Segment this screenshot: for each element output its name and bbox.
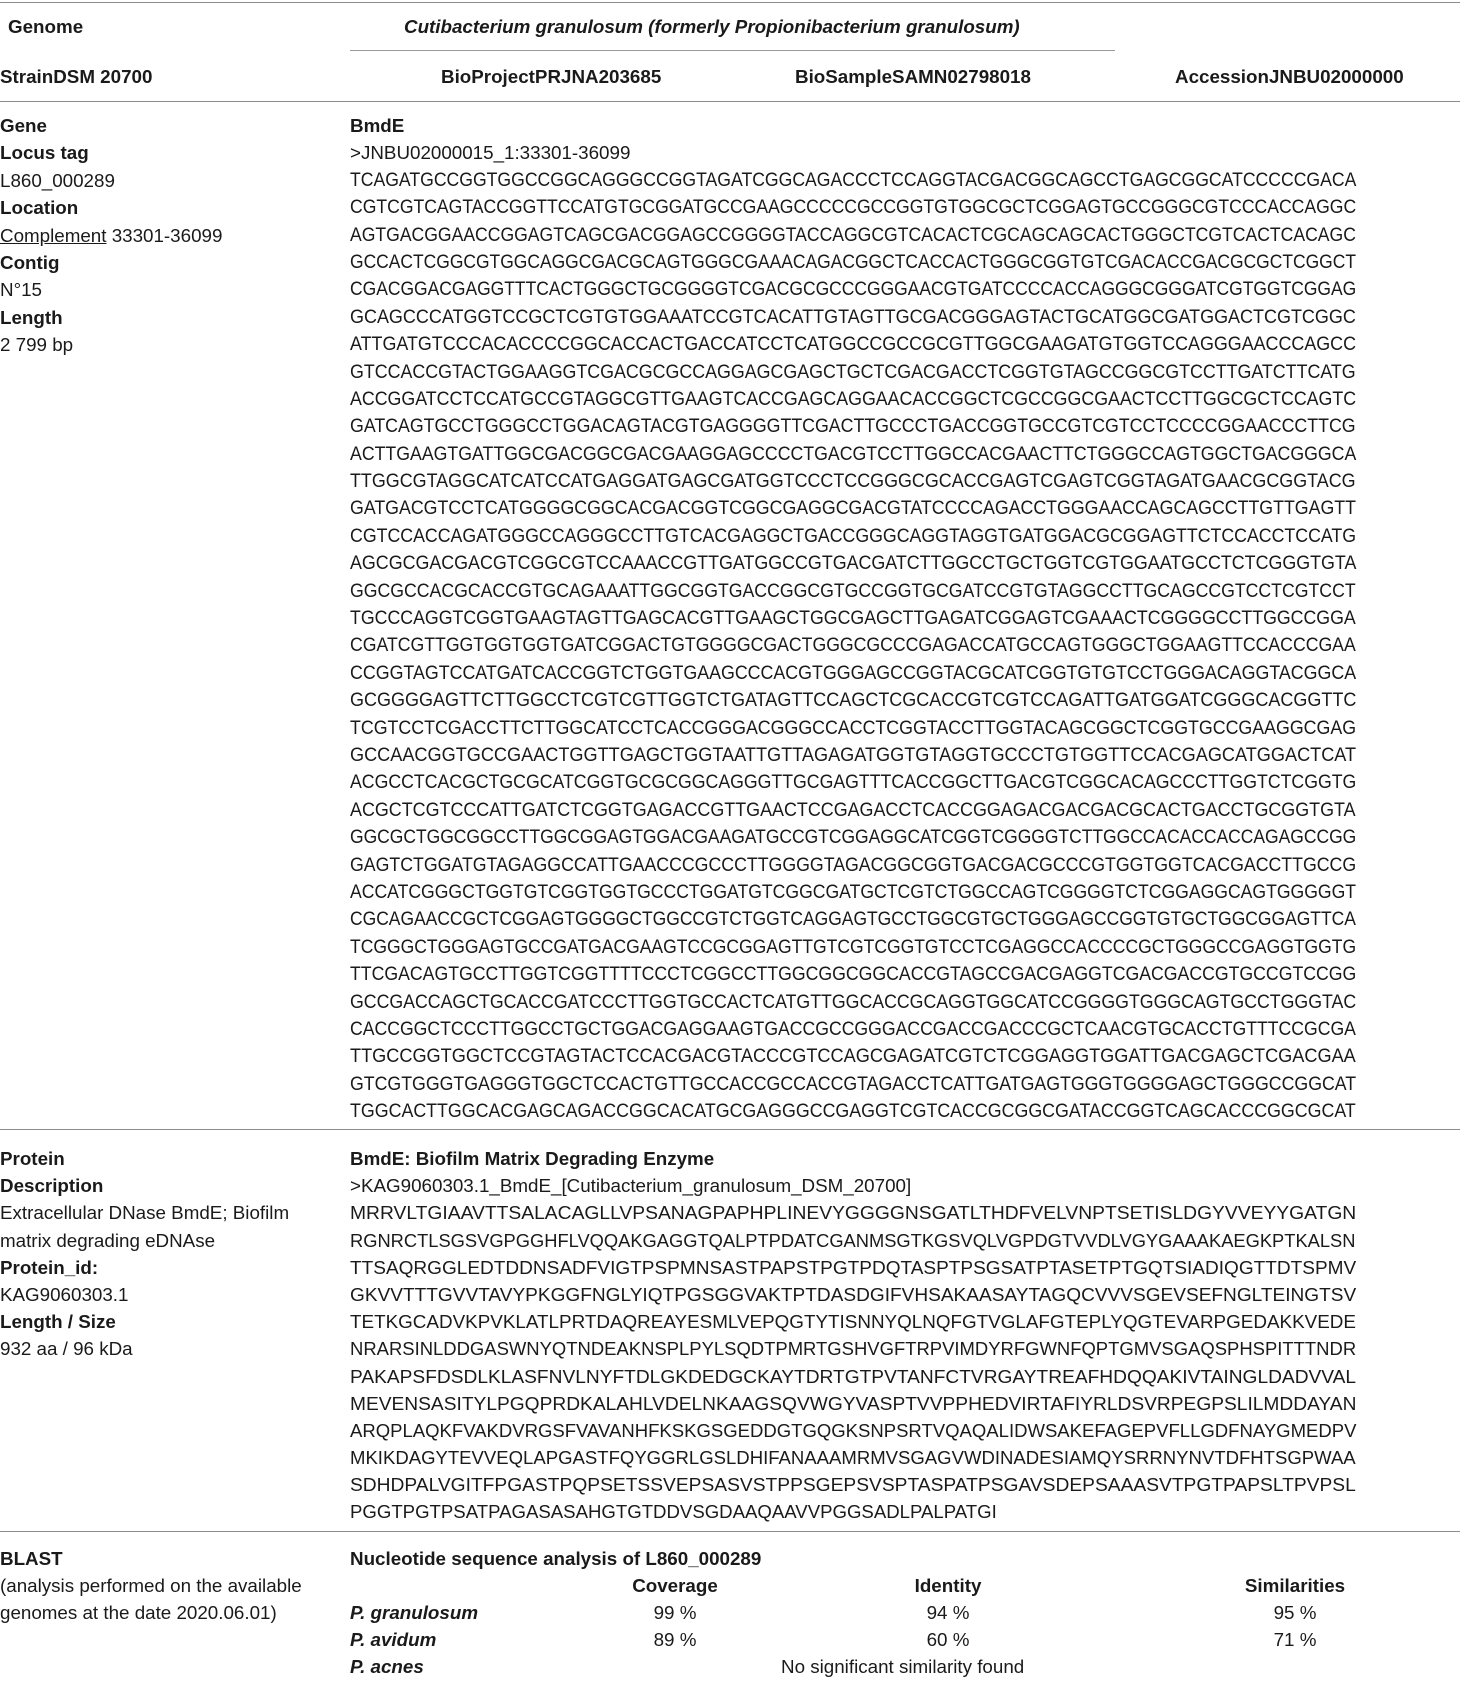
gene-name: BmdE — [350, 115, 405, 136]
dna-sequence-line: GGCGCTGGCGGCCTTGGCGGAGTGGACGAAGATGCCGTCGGAGGCATCGGTCGGGGTCTTGGCCACACCACCAGAGCCGG — [350, 826, 1357, 849]
length-size-value: 932 aa / 96 kDa — [0, 1338, 133, 1360]
dna-sequence-line: TGCCCAGGTCGGTGAAGTAGTTGAGCACGTTGAAGCTGGCGAGCTTGAGATCGGAGTCGAAACTCGGGGCCTTGGCCGGA — [350, 607, 1356, 630]
blast-title: Nucleotide sequence analysis of L860_000289 — [350, 1548, 762, 1569]
dna-sequence-line: ATTGATGTCCCACACCCCGGCACCACTGACCATCCTCATGGCCGCCGCGTTGGCGAAGATGTGGTCCAGGGAACCCAGCC — [350, 333, 1357, 356]
dna-sequence-line: GCCGACCAGCTGCACCGATCCCTTGGTGCCACTCATGTTGGCACCGCAGGTGGCATCCGGGGTGGGCAGTGCCTGGGTAC — [350, 990, 1357, 1013]
protein-sequence-line: MEVENSASITYLPGQPRDKALAHLVDELNKAAGSQVWGYVASPTVVPPHEDVIRTAFIYRLDSVRPEGPSLILMDDAYAN — [350, 1392, 1357, 1414]
gene-sequence-block — [350, 112, 1460, 1125]
dna-sequence-line: ACCATCGGGCTGGTGTCGGTGGTGCCCTGGATGTCGGCGATGCTCGTCTGGCCAGTCGGGGTCTCGGAGGCAGTGGGGGT — [350, 880, 1357, 903]
protein-sequence-line: ARQPLAQKFVAKDVRGSFVAVANHFKSKGSGEDDGTGQGKSNPSRTVQAQALIDWSAKEFAGEPVFLLGDFNAYGMEDPV — [350, 1419, 1357, 1441]
row-organism: P. granulosum — [350, 1602, 479, 1623]
col-coverage: Coverage — [632, 1575, 718, 1596]
bioproject: BioProjectPRJNA203685 — [441, 66, 662, 87]
dna-sequence-line: CGACGGACGAGGTTTCACTGGGCTGCGGGGTCGACGCGCCCGGGAACGTGATCCCCACCAGGGCGGGATCGTGGTCGGAG — [350, 278, 1357, 301]
col-similarities: Similarities — [1244, 1575, 1346, 1596]
dna-sequence-line: GCCAACGGTGCCGAACTGGTTGAGCTGGTAATTGTTAGAGATGGTGTAGGTGCCCTGTGGTTCCACGAGCATGGACTCAT — [350, 743, 1357, 766]
dna-sequence-line: GATGACGTCCTCATGGGGCGGCACGACGGTCGGCGAGGCGACGTATCCCCAGACCTGGGAACCAGCAGCCTTGTTGAGTT — [350, 497, 1356, 520]
dna-sequence-line: TCGGGCTGGGAGTGCCGATGACGAAGTCCGCGGAGTTGTCGTCGGTGTCCTCGAGGCCACCCCGCTGGGCCGAGGTGGTG — [350, 935, 1357, 958]
dna-sequence-line: CACCGGCTCCCTTGGCCTGCTGGACGAGGAAGTGACCGCCGGGACCGACCGACCCGCTCAACGTGCACCTGTTTCCGCGA — [350, 1017, 1356, 1040]
protein-id-value: KAG9060303.1 — [0, 1283, 129, 1305]
dna-sequence-line: CGCAGAACCGCTCGGAGTGGGGCTGGCCGTCTGGTCAGGAGTGCCTGGCGTGCTGGGAGCCGGTGTGCTGGCGGAGTTCA — [350, 908, 1356, 931]
dna-sequence-line: GTCGTGGGTGAGGGTGGCTCCACTGTTGCCACCGCCACCGTAGACCTCATTGATGAGTGGGTGGGGAGCTGGGCCGGCAT — [350, 1072, 1357, 1095]
protein-sequence-line: RGNRCTLSGSVGPGGHFLVQQAKGAGGTQALPTPDATCGANMSGTKGSVQLVGPDGTVVDLVGYGAAAKAEGKPTKALSN — [350, 1229, 1356, 1251]
description-value-1: Extracellular DNase BmdE; Biofilm — [0, 1202, 290, 1224]
dna-sequence-line: TCGTCCTCGACCTTCTTGGCATCCTCACCGGGACGGGCCACCTCGGTACCTTGGTACAGCGGCTCGGTGCCGAAGGCGAG — [350, 716, 1357, 739]
protein-sequence-line: PAKAPSFDSDLKLASFNVLNYFTDLGKDEDGCKAYTDRTGTPVTANFCTVRGAYTREAFHDQQAKIVTAINGLDADVVAL — [350, 1365, 1357, 1387]
dna-sequence-line: AGCGCGACGACGTCGGCGTCCAAACCGTTGATGGCCGTGACGATCTTGGCCTGCTGGTCGTGGAATGCCTCTCGGGTGTA — [350, 552, 1357, 575]
protein-sequence — [350, 1199, 1372, 1525]
protein-id-label: Protein_id: — [0, 1256, 99, 1278]
location-label: Location — [0, 197, 79, 219]
dna-sequence-line: CGATCGTTGGTGGTGGTGATCGGACTGTGGGGCGACTGGGCGCCCGAGACCATGCCAGTGGGCTGGAAGTTCCACCCGAA — [350, 634, 1356, 657]
contig-label: Contig — [0, 251, 60, 273]
length-size-label: Length / Size — [0, 1311, 116, 1333]
length-value: 2 799 bp — [0, 334, 74, 356]
header-rule — [0, 101, 1460, 102]
description-label: Description — [0, 1175, 104, 1197]
locus-tag-value: L860_000289 — [0, 169, 115, 191]
biosample: BioSampleSAMN02798018 — [795, 66, 1031, 87]
gene-fasta-header: >JNBU02000015_1:33301-36099 — [350, 142, 631, 164]
protein-sequence-block — [350, 1145, 1372, 1526]
protein-sequence-line: TETKGCADVKPVKLATLPRTDAQREAYESMLVEPQGTYTISNNYQLNQFGTVGLAFGTEPLYQGTEVARPGEDAKKVEDE — [350, 1311, 1356, 1333]
dna-sequence-line: GGCGCCACGCACCGTGCAGAAATTGGCGGTGACCGGCGTGCCGGTGCGATCCGTGTAGGCCTTGCAGCCGTCCTCGTCCT — [350, 579, 1356, 602]
protein-sequence-line: MRRVLTGIAAVTTSALACAGLLVPSANAGPAPHPLINEVYGGGGNSGATLTHDFVELVNPTSETISLDGYVVEYYGATGN — [350, 1202, 1357, 1224]
protein-sequence-line: TTSAQRGGLEDTDDNSADFVIGTPSPMNSASTPAPSTPGTPDQTASPTPSGSATPTASETPTGQTSIADIQGTTDTSPMV — [350, 1256, 1357, 1278]
dna-sequence-line: AGTGACGGAACCGGAGTCAGCGACGGAGCCGGGGTACCAGGCGTCACACTCGCAGCAGCACTGGGCTCGTCACTCACAGC — [350, 223, 1356, 246]
dna-sequence-line: ACCGGATCCTCCATGCCGTAGGCGTTGAAGTCACCGAGCAGGAACACCGGCTCGCCGGCGAACTCCTTGGCGCTCCAGTC — [350, 387, 1357, 410]
gene-rule — [0, 1129, 1460, 1130]
dna-sequence-line: GCAGCCCATGGTCCGCTCGTGTGGAAATCCGTCACATTGTAGTTGCGACGGGAGTACTGCATGGCGATGGACTCGTCGGC — [350, 305, 1356, 328]
protein-label: Protein — [0, 1148, 65, 1169]
dna-sequence-line: CGTCCACCAGATGGGCCAGGGCCTTGTCACGAGGCTGACCGGGCAGGTAGGTGATGGACGCGGAGTTCTCCACCTCCATG — [350, 524, 1357, 547]
protein-title: BmdE: Biofilm Matrix Degrading Enzyme — [350, 1148, 715, 1169]
no-similarity-note: No significant similarity found — [781, 1656, 1025, 1677]
complement-link[interactable]: Complement — [0, 224, 107, 246]
dna-sequence-line: GCCACTCGGCGTGGCAGGCGACGCAGTGGGCGAAACAGACGGCTCACCACTGGGCGGTGTCGACACCGACGCGCTCGGCT — [350, 250, 1356, 273]
organism-underline — [350, 50, 1115, 51]
protein-rule — [0, 1531, 1460, 1532]
dna-sequence-line: GATCAGTGCCTGGGCCTGGACAGTACGTGAGGGGTTCGACTTGCCCTGACCGGTGCCGTCGTCCTCCCCGGAACCCTTCG — [350, 415, 1356, 438]
dna-sequence-line: TTGGCGTAGGCATCATCCATGAGGATGAGCGATGGTCCCTCCGGGCGCACCGAGTCGAGTCGGTAGATGAACGCGGTACG — [350, 470, 1356, 493]
protein-sequence-line: GKVVTTTGVVTAVYPKGGFNGLYIQTPGSGGVAKTPTDASDGIFVHSAKAASAYTAGQCVVVSGEVSEFNGLTEINGTSV — [350, 1283, 1357, 1305]
dna-sequence-line: TCAGATGCCGGTGGCCGGCAGGGCCGGTAGATCGGCAGACCCTCCAGGTACGACGGCAGCCTGAGCGGCATCCCCCGACA — [350, 168, 1357, 191]
dna-sequence-line: ACGCCTCACGCTGCGCATCGGTGCGCGGCAGGGTTGCGAGTTTCACCGGCTTGACGTCGGCACAGCCCTTGGTCTCGGTG — [350, 771, 1357, 794]
row-coverage: 89 % — [653, 1629, 697, 1650]
dna-sequence-line: CGTCGTCAGTACCGGTTCCATGTGCGGATGCCGAAGCCCCCGCCGGTGTGGCGCTCGGAGTGCCGGGCGTCCCACCAGGC — [350, 196, 1357, 219]
dna-sequence-line: TTCGACAGTGCCTTGGTCGGTTTTCCCTCGGCCTTGGCGGCGGCACCGTAGCCGACGAGGTCGACGACCGTGCCGTCCGG — [350, 963, 1357, 986]
row-similarities: 95 % — [1273, 1602, 1317, 1623]
top-rule — [0, 2, 1460, 3]
dna-sequence-line: ACGCTCGTCCCATTGATCTCGGTGAGACCGTTGAACTCCGAGACCTCACCGGAGACGACGACGCACTGACCTGCGGTGTA — [350, 798, 1356, 821]
col-identity: Identity — [914, 1575, 982, 1596]
protein-sequence-line: PGGTPGTPSATPAGASASAHGTGTDDVSGDAAQAAVVPGGSADLPALPATGI — [350, 1501, 997, 1523]
row-similarities: 71 % — [1273, 1629, 1317, 1650]
protein-sequence-line: NRARSINLDDGASWNYQTNDEAKNSPLPYLSQDTPMRTGSHVGFTRPVIMDYRFGWNFQPTGMVSGAQSPHSPITTTNDR — [350, 1338, 1357, 1360]
dna-sequence-line: TTGCCGGTGGCTCCGTAGTACTCCACGACGTACCCGTCCAGCGAGATCGTCTCGGAGGTGGATTGACGAGCTCGACGAA — [350, 1045, 1356, 1068]
row-organism: P. avidum — [350, 1629, 437, 1650]
genome-label: Genome — [8, 16, 84, 37]
row-identity: 94 % — [926, 1602, 970, 1623]
row-coverage: 99 % — [653, 1602, 697, 1623]
row-organism: P. acnes — [350, 1656, 424, 1677]
length-label: Length — [0, 306, 63, 328]
blast-note-1: (analysis performed on the available — [0, 1575, 302, 1596]
dna-sequence-line: GAGTCTGGATGTAGAGGCCATTGAACCCGCCCTTGGGGTAGACGGCGGTGACGACGCCCGTGGTGGTCACGACCTTGCCG — [350, 853, 1357, 876]
protein-labels — [0, 1145, 289, 1363]
dna-sequence — [350, 167, 1460, 1126]
protein-fasta-header: >KAG9060303.1_BmdE_[Cutibacterium_granulosum_DSM_20700] — [350, 1175, 912, 1197]
gene-label: Gene — [0, 115, 47, 136]
dna-sequence-line: CCGGTAGTCCATGATCACCGGTCTGGTGAAGCCCACGTGGGAGCCGGTACGCATCGGTGTGTCCTGGGACAGGTACGGCA — [350, 661, 1357, 684]
dna-sequence-line: GTCCACCGTACTGGAAGGTCGACGCGCCAGGAGCGAGCTGCTCGACGACCTCGGTGTAGCCGGCGTCCTTGATCTTCATG — [350, 360, 1356, 383]
accession: AccessionJNBU02000000 — [1175, 66, 1404, 87]
location-value: 33301-36099 — [106, 224, 223, 246]
protein-sequence-line: SDHDPALVGITFPGASTPQPSETSSVEPSASVSTPPSGEPSVSPTASPATPSGAVSDEPSAAASVTPGTPAPSLTPVPSL — [350, 1474, 1356, 1496]
strain: StrainDSM 20700 — [0, 66, 153, 87]
location-value-row — [0, 222, 222, 249]
dna-sequence-line: GCGGGGAGTTCTTGGCCTCGTCGTTGGTCTGATAGTTCCAGCTCGCACCGTCGTCCAGATTGATGGATCGGGCACGGTTC — [350, 689, 1357, 712]
blast-note-2: genomes at the date 2020.06.01) — [0, 1602, 277, 1623]
description-value-2: matrix degrading eDNAse — [0, 1229, 216, 1251]
organism-title: Cutibacterium granulosum (formerly Propionibacterium granulosum) — [404, 16, 1020, 37]
dna-sequence-line: ACTTGAAGTGATTGGCGACGGCGACGAAGGAGCCCCTGACGTCCTTGGCCACGAACTTCTGGGCCAGTGGCTGACGGGCA — [350, 442, 1357, 465]
gene-labels — [0, 112, 222, 359]
protein-sequence-line: MKIKDAGYTEVVEQLAPGASTFQYGGRLGSLDHIFANAAAMRMVSGAGVWDINADESIAMQYSRRNYNVTDFHTSGPWAA — [350, 1447, 1356, 1469]
dna-sequence-line: TGGCACTTGGCACGAGCAGACCGGCACATGCGAGGGCCGAGGTCGTCACCGCGGCGATACCGGTCAGCACCCGGCGCAT — [350, 1100, 1356, 1123]
locus-tag-label: Locus tag — [0, 142, 89, 164]
blast-label: BLAST — [0, 1548, 63, 1569]
contig-value: N°15 — [0, 279, 42, 301]
row-identity: 60 % — [926, 1629, 970, 1650]
